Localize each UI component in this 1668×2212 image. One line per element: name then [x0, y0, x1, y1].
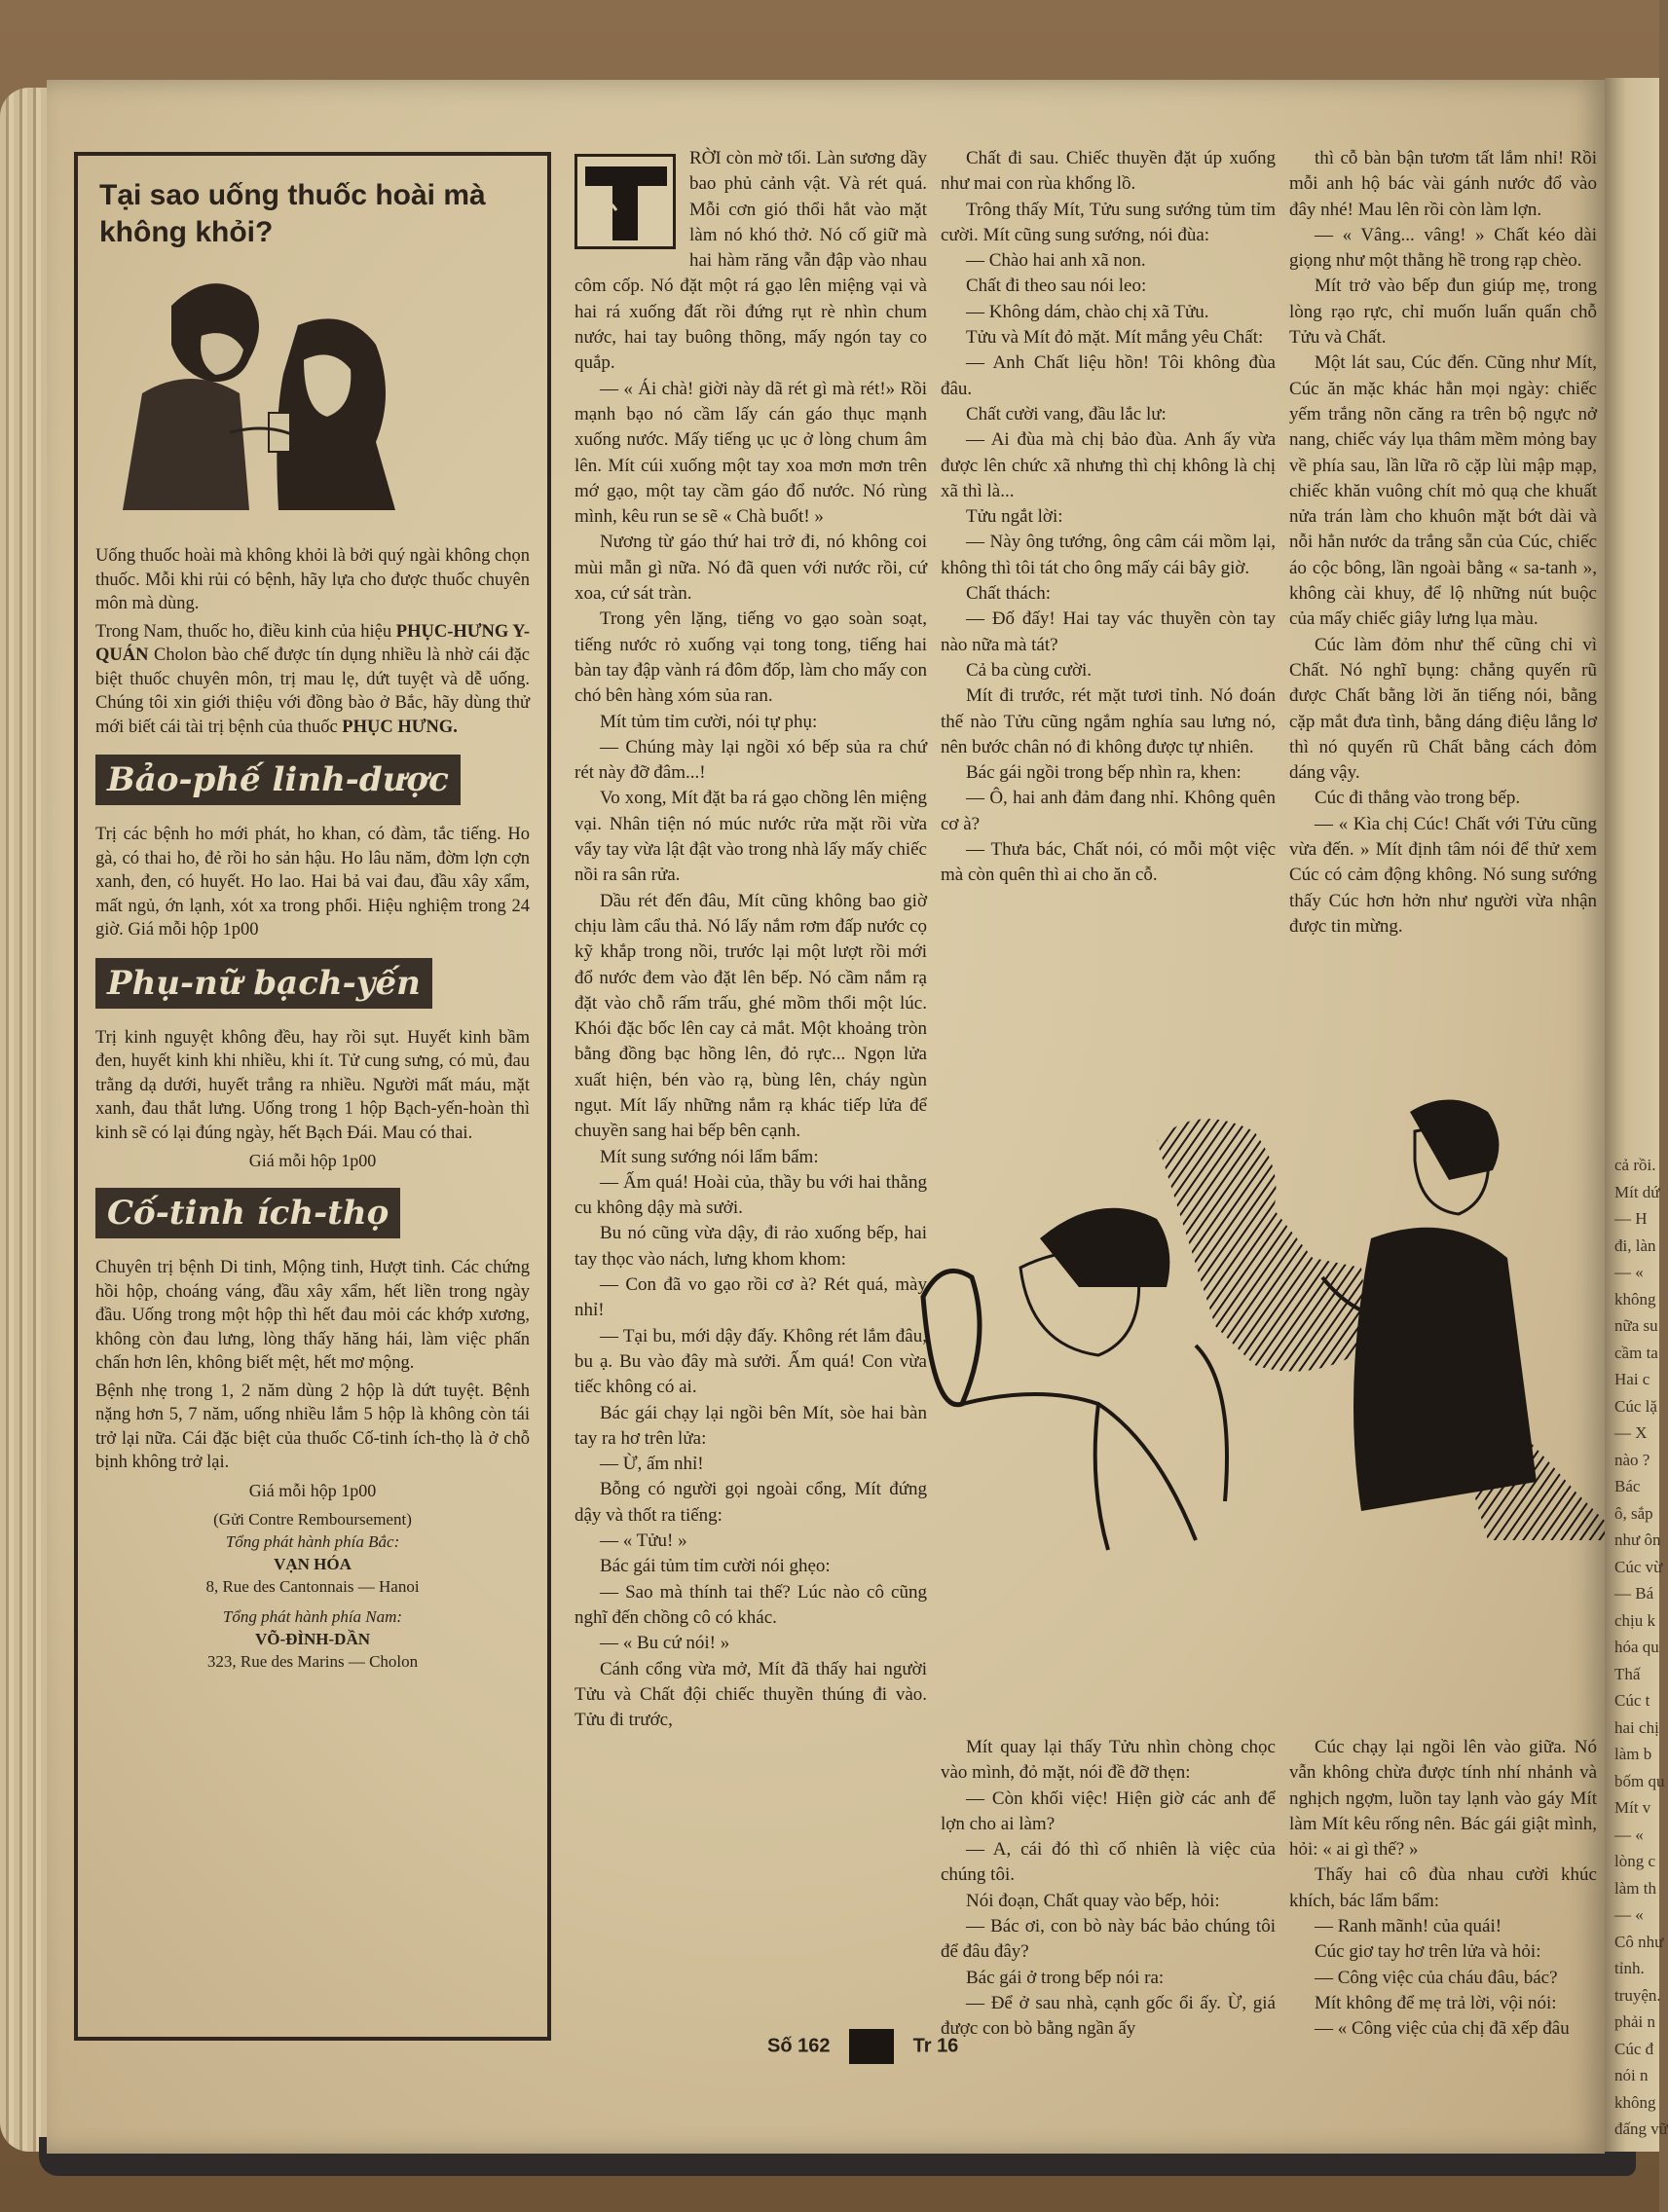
- magazine-page: [47, 80, 1605, 2154]
- story-paragraph: Chất thách:: [966, 583, 1052, 605]
- adjacent-page-text-fragment: hai chị: [1614, 1717, 1659, 1737]
- issue-number: Số 162: [767, 2035, 831, 2057]
- story-paragraph: Mít đi trước, rét mặt tươi tỉnh. Nó đoán thế nào Tửu cũng ngắm nghía sau lưng nó, nên bước chân nó đi không được tự nhiên.: [941, 685, 1276, 757]
- story-paragraph: — Ấm quá! Hoài của, thầy bu với hai thằng cu không dậy mà sưởi.: [575, 1171, 927, 1219]
- ad-description: Trong Nam, thuốc ho, điều kinh của hiệu PHỤC-HƯNG Y-QUÁN Cholon bào chế được tín dụng nhiều là nhờ cái đặc biệt thuốc chuyên môn, trị mau lẹ, dứt tuyệt và dễ uống. Chúng tôi xin giới thiệu với đồng bào ở Bắc, hãy dùng thử mới biết cái tài trị bệnh của thuốc PHỤC HƯNG.: [95, 621, 530, 737]
- adjacent-page-text-fragment: Hai c: [1614, 1370, 1650, 1388]
- adjacent-page-text-fragment: Mít dứ: [1614, 1182, 1660, 1201]
- story-paragraph: — Chào hai anh xã non.: [966, 250, 1146, 272]
- adjacent-page-text-fragment: phải n: [1614, 2012, 1656, 2031]
- story-paragraph: Bu nó cũng vừa dậy, đi rảo xuống bếp, hai tay thọc vào nách, lưng khom khom:: [575, 1223, 927, 1270]
- story-paragraph: — Ranh mãnh! của quái!: [1315, 1916, 1502, 1937]
- story-column-2-bottom: [941, 1735, 1276, 2043]
- adjacent-page-text-fragment: như ôn: [1614, 1530, 1661, 1549]
- story-paragraph: — « Ái chà! giời này dã rét gì mà rét!» Rồi mạnh bạo nó cầm lấy cán gáo thục mạnh xuống nước. Mấy tiếng ục ục ở lòng chum âm lên. Mít cúi xuống một tay xoa mơn mơn trên mớ gạo, một tay cầm gáo đổ nước. Nó rùng mình, kêu run se sẽ « Chà buốt! »: [575, 378, 927, 528]
- story-paragraph: — Còn khối việc! Hiện giờ các anh để lợn cho ai làm?: [941, 1788, 1276, 1834]
- ad-product-2-text: Trị kinh nguyệt không đều, hay rồi sụt. Huyết kinh bầm đen, huyết kinh khi nhiều, khi ít. Tử cung sưng, có mủ, đau trằng dạ dưới, huyết trắng ra nhiều. Người mất máu, mặt xanh, đau thắt lưng. Uống trong 1 hộp Bạch-yến-hoàn thì kinh sẽ có lại đúng ngày, hết Bạch Đái. Mau có thai.: [95, 1027, 530, 1143]
- ad-product-1-text: Trị các bệnh ho mới phát, ho khan, có đàm, tắc tiếng. Ho gà, có thai ho, đẻ rồi ho sản hậu. Ho lâu năm, đờm lợn cợn xanh, đen, có huyết. Ho lao. Hai bả vai đau, đầu xây xẩm, mất ngủ, ớn lạnh, xót xa trong phổi. Hiệu nghiệm trong 24 giờ. Giá mỗi hộp 1p00: [95, 825, 530, 940]
- story-paragraph: Cúc chạy lại ngồi lên vào giữa. Nó vẫn không chừa được tính nhí nhảnh và nghịch ngợm, luồn tay lạnh vào gáy Mít làm Mít kêu rống nên. Bác gái giật mình, hỏi: « ai gì thế? »: [1289, 1737, 1597, 1861]
- adjacent-page-text-fragment: đi, làn: [1614, 1235, 1656, 1255]
- adjacent-page-text-fragment: Cúc vừ: [1614, 1557, 1663, 1576]
- adjacent-page-text-fragment: bốm qu: [1614, 1771, 1665, 1790]
- story-paragraph: — Bác ơi, con bò này bác bảo chúng tôi để đâu đây?: [941, 1916, 1276, 1963]
- story-paragraph: Nói đoạn, Chất quay vào bếp, hỏi:: [966, 1890, 1220, 1911]
- story-paragraph: Cúc đi thẳng vào trong bếp.: [1315, 788, 1521, 809]
- story-paragraph: Bỗng có người gọi ngoài cổng, Mít đứng dậy và thốt ra tiếng:: [575, 1479, 927, 1526]
- story-paragraph: Cúc làm đỏm như thế cũng chỉ vì Chất. Nó nghĩ bụng: chẳng quyến rũ được Chất bằng lời ăn tiếng nói, bằng cặp mắt đưa tình, bằng dáng điệu lẳng lơ thì nó quyến rũ Chất bằng cách đỏm dáng vậy.: [1289, 634, 1597, 784]
- ad-remboursement: (Gửi Contre Remboursement): [213, 1509, 412, 1529]
- story-paragraph: — Thưa bác, Chất nói, có mỗi một việc mà còn quên thì ai cho ăn cỗ.: [941, 839, 1276, 886]
- story-paragraph: Chất cười vang, đầu lắc lư:: [966, 403, 1167, 424]
- ad-north-address: 8, Rue des Cantonnais — Hanoi: [205, 1576, 420, 1596]
- story-paragraph: Bác gái chạy lại ngồi bên Mít, sòe hai bàn tay ra hơ trên lửa:: [575, 1402, 927, 1449]
- story-paragraph: Mít không để mẹ trả lời, vội nói:: [1315, 1992, 1557, 2013]
- footer-block: [849, 2029, 894, 2064]
- story-paragraph: Nương từ gáo thứ hai trở đi, nó không coi mùi mẫn gì nữa. Nó đã quen với nước rồi, cứ xoa, cứ sát tràn.: [575, 532, 927, 605]
- adjacent-page-text-fragment: Cúc đ: [1614, 2039, 1654, 2058]
- ad-product-3-text-2: Bệnh nhẹ trong 1, 2 năm dùng 2 hộp là dứt tuyệt. Bệnh nặng hơn 5, 7 năm, uống nhiều lắm 5 hộp là không còn tái trở lại nữa. Cái đặc biệt của thuốc Cố-tinh ích-thọ là ở chỗ bịnh không trở lại.: [95, 1381, 530, 1472]
- adjacent-page-text-fragment: ô, sắp: [1614, 1503, 1653, 1523]
- story-paragraph: Cúc giơ tay hơ trên lửa và hỏi:: [1315, 1941, 1541, 1963]
- story-paragraph: — Con đã vo gạo rồi cơ à? Rét quá, mày nhỉ!: [575, 1274, 927, 1321]
- story-paragraph: Mít tủm tỉm cười, nói tự phụ:: [600, 711, 818, 732]
- banner-co-tinh-ich-tho: Cố-tinh ích-thọ: [95, 1188, 400, 1238]
- ad-south-label: Tổng phát hành phía Nam:: [222, 1606, 403, 1626]
- story-paragraph: — Anh Chất liệu hồn! Tôi không đùa đâu.: [941, 352, 1276, 399]
- banner-phu-nu-bach-yen: Phụ-nữ bạch-yến: [95, 958, 432, 1009]
- story-paragraph: — Này ông tướng, ông câm cái mồm lại, không thì tôi tát cho ông mấy cái bây giờ.: [941, 532, 1276, 578]
- adjacent-page-text-fragment: — «: [1614, 1263, 1644, 1281]
- banner-bao-phe-linh-duoc: Bảo-phế linh-dược: [95, 755, 461, 805]
- story-paragraph: — A, cái đó thì cố nhiên là việc của chúng tôi.: [941, 1839, 1276, 1886]
- adjacent-page-text-fragment: đấng vữ: [1614, 2120, 1668, 2138]
- story-column-2: [941, 146, 1276, 889]
- story-column-3: [1289, 146, 1597, 940]
- ad-title: Tại sao uống thuốc hoài mà không khỏi?: [99, 179, 486, 248]
- story-paragraph: Chất đi sau. Chiếc thuyền đặt úp xuống như mai con rùa khổng lồ.: [941, 148, 1276, 195]
- story-paragraph: Bác gái ở trong bếp nói ra:: [966, 1967, 1165, 1988]
- adjacent-page-text-fragment: không: [1614, 1289, 1656, 1309]
- ad-product-2-price: Giá mỗi hộp 1p00: [248, 1151, 377, 1170]
- story-paragraph: — Công việc của cháu đâu, bác?: [1315, 1967, 1558, 1988]
- story-paragraph: Mít trở vào bếp đun giúp mẹ, trong lòng rạo rực, chỉ muốn luẩn quẩn chỗ Tửu và Chất.: [1289, 276, 1597, 349]
- story-paragraph: — Đố đấy! Hai tay vác thuyền còn tay nào nữa mà tát?: [941, 608, 1276, 655]
- story-paragraph: thì cỗ bàn bận tươm tất lắm nhỉ! Rồi mỗi anh hộ bác vài gánh nước đổ vào đây nhé! Mau lên rồi còn làm lợn.: [1289, 148, 1597, 220]
- adjacent-page-text-fragment: — «: [1614, 1825, 1644, 1844]
- adjacent-page-text-fragment: Thấ: [1614, 1664, 1641, 1683]
- story-paragraph: — « Kìa chị Cúc! Chất với Tửu cũng vừa đến. » Mít định tâm nói để thử xem Cúc có cảm động không. Nó sung sướng thấy Cúc hơn hởn như người vừa nhận được tin mừng.: [1289, 813, 1597, 937]
- adjacent-page-text-fragment: chịu k: [1614, 1610, 1656, 1630]
- adjacent-page-text-fragment: tỉnh.: [1614, 1959, 1645, 1977]
- adjacent-page-text-fragment: Cúc t: [1614, 1691, 1650, 1710]
- story-column-3-bottom: [1289, 1735, 1597, 2043]
- adjacent-page-text-fragment: nữa su: [1614, 1316, 1658, 1335]
- adjacent-page-text-fragment: làm th: [1614, 1878, 1656, 1898]
- ad-product-3-price: Giá mỗi hộp 1p00: [248, 1480, 377, 1500]
- story-paragraph: Tửu và Mít đỏ mặt. Mít mắng yêu Chất:: [966, 327, 1264, 349]
- adjacent-page-text-fragment: — «: [1614, 1905, 1644, 1924]
- story-paragraph: Bác gái tủm tỉm cười nói ghẹo:: [600, 1556, 831, 1577]
- adjacent-page-text-fragment: Bác: [1614, 1477, 1641, 1495]
- adjacent-page-text-fragment: cả rồi.: [1614, 1156, 1656, 1174]
- ad-north-label: Tổng phát hành phía Bắc:: [225, 1531, 400, 1551]
- story-paragraph: Cả ba cùng cười.: [966, 659, 1093, 681]
- story-paragraph: — Ai đùa mà chị bảo đùa. Anh ấy vừa được lên chức xã nhưng thì chị không là chị xã thì là...: [941, 429, 1276, 501]
- story-paragraph: Vo xong, Mít đặt ba rá gạo chồng lên miệng vại. Nhân tiện nó múc nước rửa mặt rồi vừa vẩy tay vừa lật đật vào trong nhà lấy mấy chiếc nồi ra sân rửa.: [575, 788, 927, 886]
- adjacent-page-text-fragment: Cúc lặ: [1614, 1396, 1657, 1416]
- story-paragraph: RỜI còn mờ tối. Làn sương dầy bao phủ cảnh vật. Và rét quá. Mỗi cơn gió thổi hắt vào mặt làm nó khó thở. Nó cố giữ mà hai hàm răng vẫn đập vào nhau côm cốp. Nó đặt một rá gạo lên miệng vại và hai rá xuống đất rồi đứng rụt rè nhìn chum nước, hai tay buông thõng, mấy ngón tay co quắp.: [575, 148, 927, 374]
- drop-cap-t: [575, 154, 676, 249]
- adjacent-page-text-fragment: nói n: [1614, 2066, 1649, 2084]
- adjacent-page-text-fragment: cầm ta: [1614, 1343, 1658, 1362]
- story-paragraph: Mít quay lại thấy Tửu nhìn chòng chọc vào mình, đỏ mặt, nói đề đỡ thẹn:: [941, 1737, 1276, 1784]
- ad-south-distributor: VÕ-ĐÌNH-DẦN: [254, 1629, 371, 1648]
- story-paragraph: — Sao mà thính tai thế? Lúc nào cô cũng nghĩ đến chồng cô có khác.: [575, 1581, 927, 1628]
- page-footer: [767, 2029, 958, 2064]
- story-paragraph: — « Tửu! »: [600, 1530, 687, 1552]
- story-paragraph: — « Vâng... vâng! » Chất kéo dài giọng như một thằng hề trong rạp chèo.: [1289, 224, 1597, 272]
- medicine-advertisement: [74, 152, 551, 2041]
- adjacent-page-text-fragment: — X: [1614, 1423, 1648, 1442]
- story-paragraph: — Chúng mày lại ngồi xó bếp sủa ra chứ rét này đỡ đâm...!: [575, 736, 927, 784]
- story-paragraph: — « Bu cứ nói! »: [600, 1633, 730, 1654]
- ad-product-3-text: Chuyên trị bệnh Di tinh, Mộng tinh, Hượt tinh. Các chứng hồi hộp, choáng váng, đầu xây xẩm, hết liền trong ngày đầu. Uống trong một hộp thì hết đau mỏi các khớp xương, không còn đau lưng, lòng thấy hăng hái, làm việc phấn chấn hơn lên, không biết mệt, hết mơ mộng.: [95, 1258, 530, 1373]
- story-paragraph: Mít sung sướng nói lẩm bẩm:: [600, 1146, 819, 1167]
- story-paragraph: — Để ở sau nhà, cạnh gốc ổi ấy. Ừ, giá được con bò bằng ngần ấy: [941, 1992, 1276, 2040]
- adjacent-page-text-fragment: làm b: [1614, 1745, 1652, 1763]
- story-paragraph: — « Công việc của chị đã xếp đâu: [1315, 2018, 1570, 2040]
- adjacent-page-text-fragment: — Bá: [1614, 1584, 1654, 1603]
- story-paragraph: Bác gái ngồi trong bếp nhìn ra, khen:: [966, 762, 1242, 784]
- page-number: Tr 16: [912, 2035, 959, 2057]
- adjacent-page-edge: [1605, 78, 1668, 2152]
- ad-south-address: 323, Rue des Marins — Cholon: [206, 1651, 419, 1671]
- adjacent-page-text-fragment: Mít v: [1614, 1798, 1651, 1817]
- ad-intro: Uống thuốc hoài mà không khỏi là bởi quý ngài không chọn thuốc. Mỗi khi rủi có bệnh, hãy lựa cho được thuốc chuyên môn mà dùng.: [95, 546, 531, 613]
- story-column-1: [575, 146, 927, 1733]
- ad-couple-illustration: [103, 267, 434, 510]
- ad-north-distributor: VẠN HÓA: [274, 1554, 352, 1573]
- story-paragraph: Trông thấy Mít, Tửu sung sướng tủm tỉm cười. Mít cũng sung sướng, nói đùa:: [941, 199, 1276, 245]
- story-paragraph: Một lát sau, Cúc đến. Cũng như Mít, Cúc ăn mặc khác hẳn mọi ngày: chiếc yếm trắng nõn căng ra trên bộ ngực nở nang, chiếc váy lụa thâm mềm mỏng bay về phía sau, lần lữa rõ cặp lùi mập mạp, chiếc khăn vuông chít mỏ quạ che khuất nửa trán làm cho khuôn mặt bớt dài và nỗi hẳn nước da trắng sẵn của Cúc, chiếc áo cộc bông, lần ngoài bằng « sa-tanh », không cài khuy, để lộ những nút buộc của mấy chiếc giây lưng lụa màu.: [1289, 352, 1597, 630]
- adjacent-page-text-fragment: Cô như: [1614, 1932, 1664, 1951]
- adjacent-page-text-fragment: lòng c: [1614, 1852, 1656, 1870]
- adjacent-page-text-fragment: truyện.: [1614, 1985, 1661, 2005]
- story-paragraph: — Ừ, ấm nhỉ!: [600, 1454, 704, 1475]
- story-paragraph: Tửu ngắt lời:: [966, 506, 1063, 528]
- adjacent-page-text-fragment: nào ?: [1614, 1450, 1650, 1469]
- story-paragraph: — Không dám, chào chị xã Tửu.: [966, 301, 1209, 322]
- story-paragraph: — Tại bu, mới dậy đấy. Không rét lắm đâu, bu ạ. Bu vào đây mà sưởi. Ấm quá! Con vừa tiếc không có ai.: [575, 1325, 927, 1398]
- story-paragraph: Cánh cổng vừa mở, Mít đã thấy hai người Tửu và Chất đội chiếc thuyền thúng đi vào. Tửu đi trước,: [575, 1658, 927, 1731]
- story-illustration: [904, 1092, 1634, 1550]
- story-paragraph: Thấy hai cô đùa nhau cười khúc khích, bác lẩm bẩm:: [1289, 1864, 1597, 1911]
- adjacent-page-text-fragment: hóa qu: [1614, 1638, 1659, 1656]
- story-paragraph: — Ô, hai anh đảm đang nhỉ. Không quên cơ à?: [941, 788, 1276, 834]
- story-paragraph: Trong yên lặng, tiếng vo gạo soàn soạt, tiếng nước rỏ xuống vại tong tong, tiếng hai bàn tay đập vành rá đôm đốp, làm cho mấy con chó bên hàng xóm sủa ran.: [575, 608, 927, 707]
- adjacent-page-text-fragment: không: [1614, 2092, 1656, 2112]
- story-paragraph: Dầu rét đến đâu, Mít cũng không bao giờ chịu làm cẩu thả. Nó lấy nắm rơm đấp nước cọ kỹ khắp trong nồi, trước lại một lượt rồi mới đổ nước đem vào đặt lên bếp. Nó cầm nắm rạ đặt vào chỗ rấm trấu, ghé mồm thổi một lúc. Khói đặc bốc lên cay cả mắt. Một khoảng tròn bằng đồng bạc hồng lên, đỏ rực... Ngọn lửa xuất hiện, bén vào rạ, bùng lên, cháy ngùn ngụt. Mít lấy những nắm rạ khác tiếp lửa để chuyền sang hai bếp bên cạnh.: [575, 890, 927, 1142]
- adjacent-page-text-fragment: — H: [1614, 1209, 1648, 1228]
- story-paragraph: Chất đi theo sau nói leo:: [966, 276, 1147, 297]
